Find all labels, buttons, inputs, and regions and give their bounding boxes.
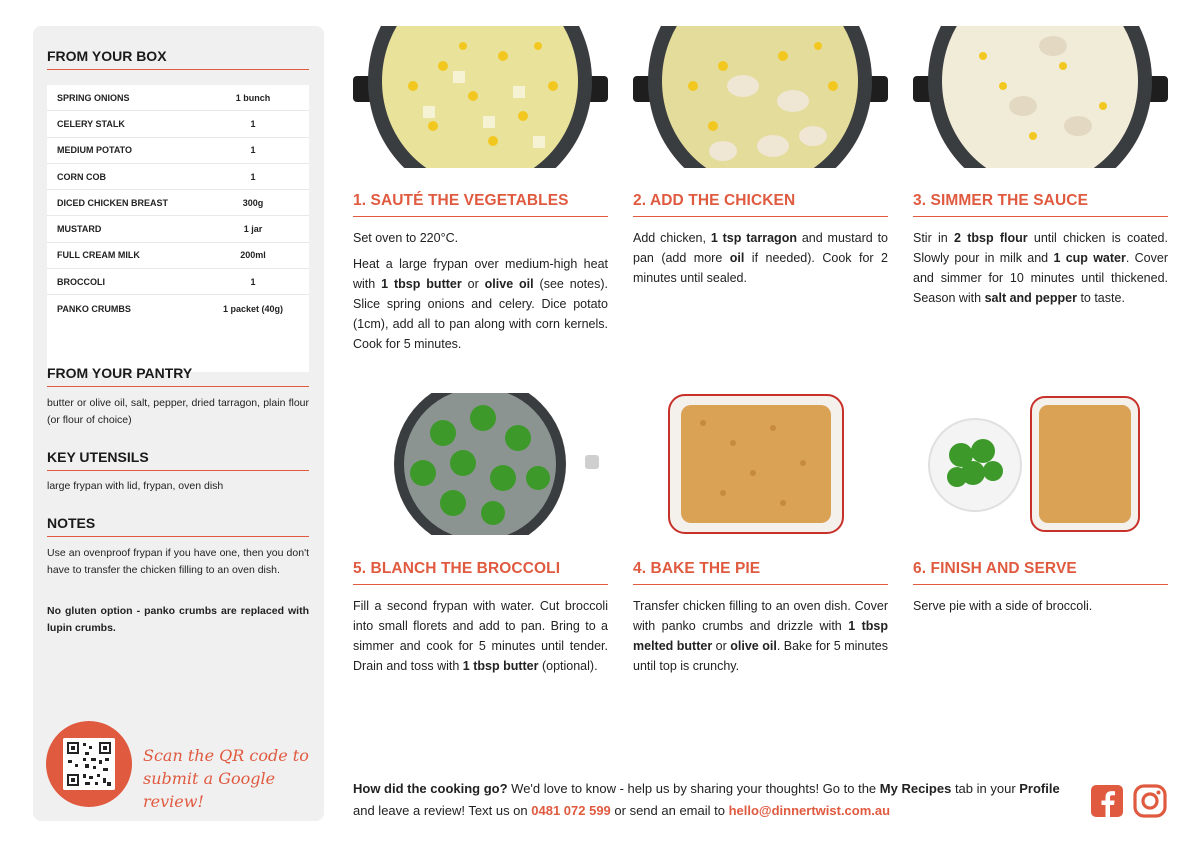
- qr-code-badge[interactable]: [46, 721, 132, 807]
- step-paragraph: Transfer chicken filling to an oven dish. Cover with panko crumbs and drizzle with 1 tbsp melted butter or olive oil. Bake for 5 minutes until top is crunchy.: [633, 599, 888, 673]
- ingredient-name: DICED CHICKEN BREAST: [57, 197, 169, 208]
- ingredient-name: BROCCOLI: [57, 276, 105, 287]
- ingredient-row: [47, 295, 309, 321]
- step-5-body: [353, 596, 608, 682]
- ingredient-qty: 1: [250, 171, 256, 182]
- step-5-title: 5. BLANCH THE BROCCOLI: [353, 560, 608, 585]
- ingredient-qty: 1 bunch: [235, 92, 271, 103]
- step-6-body: [913, 596, 1168, 622]
- ingredient-name: FULL CREAM MILK: [57, 250, 140, 261]
- qr-code-icon[interactable]: [63, 738, 115, 790]
- facebook-icon[interactable]: [1090, 784, 1124, 818]
- step-paragraph: Serve pie with a side of broccoli.: [913, 599, 1093, 613]
- utensils-text: large frypan with lid, frypan, oven dish: [47, 480, 224, 492]
- ingredient-name: MEDIUM POTATO: [57, 145, 132, 156]
- step-6-title: 6. FINISH AND SERVE: [913, 560, 1168, 585]
- step-paragraph: Add chicken, 1 tsp tarragon and mustard to pan (add more oil if needed). Cook for 2 minutes until sealed.: [633, 231, 888, 285]
- ingredient-qty: 300g: [242, 197, 264, 208]
- step-paragraph: Set oven to 220°C.: [353, 231, 459, 245]
- step-1-title: 1. SAUTÉ THE VEGETABLES: [353, 192, 608, 217]
- step-1-body: [353, 228, 608, 360]
- step-paragraph: Stir in 2 tbsp flour until chicken is coated. Slowly pour in milk and 1 cup water. Cover and simmer for 10 minutes until thickened. Season with salt and pepper to taste.: [913, 231, 1168, 305]
- ingredient-qty: 1: [250, 276, 256, 287]
- ingredient-name: CORN COB: [57, 171, 106, 182]
- pantry-text: butter or olive oil, salt, pepper, dried tarragon, plain flour (or flour of choice): [47, 397, 309, 426]
- qr-review-prompt: Scan the QR code to submit a Google review!: [143, 746, 309, 811]
- step-4-body: [633, 596, 888, 682]
- step-3-photo: [913, 26, 1168, 168]
- step-paragraph: Fill a second frypan with water. Cut broccoli into small florets and add to pan. Bring to a simmer and cook for 5 minutes until tender. Drain and toss with 1 tbsp butter (optional).: [353, 599, 608, 673]
- box-heading: FROM YOUR BOX: [47, 48, 309, 70]
- sidebar: [33, 26, 324, 821]
- ingredient-row: [47, 111, 309, 137]
- step-1-photo: [353, 26, 608, 168]
- step-2-body: [633, 228, 888, 294]
- step-5-photo: [353, 393, 608, 535]
- ingredient-row: [47, 190, 309, 216]
- step-2-photo: [633, 26, 888, 168]
- ingredient-name: SPRING ONIONS: [57, 92, 130, 103]
- ingredient-qty: 1: [250, 145, 256, 156]
- step-3-body: [913, 228, 1168, 314]
- ingredient-name: MUSTARD: [57, 224, 102, 235]
- step-4-title: 4. BAKE THE PIE: [633, 560, 888, 585]
- step-4-photo: [633, 393, 888, 535]
- ingredient-row: [47, 85, 309, 111]
- email-link[interactable]: hello@dinnertwist.com.au: [728, 803, 891, 818]
- ingredient-row: [47, 164, 309, 190]
- ingredient-row: [47, 269, 309, 295]
- notes-gluten-option: No gluten option - panko crumbs are replaced with lupin crumbs.: [47, 605, 309, 634]
- notes-heading: NOTES: [47, 515, 309, 537]
- ingredient-row: [47, 243, 309, 269]
- ingredient-qty: 200ml: [240, 250, 266, 261]
- ingredient-qty: 1: [250, 118, 256, 129]
- ingredient-qty: 1 packet (40g): [222, 303, 284, 314]
- ingredient-row: [47, 216, 309, 242]
- step-3-title: 3. SIMMER THE SAUCE: [913, 192, 1168, 217]
- notes-text: Use an ovenproof frypan if you have one, then you don't have to transfer the chicken filling to an oven dish.: [47, 547, 309, 576]
- ingredient-row: [47, 138, 309, 164]
- phone-link[interactable]: 0481 072 599: [531, 803, 611, 818]
- instagram-icon[interactable]: [1133, 784, 1167, 818]
- ingredient-name: CELERY STALK: [57, 118, 125, 129]
- footer-review-message: How did the cooking go? We'd love to know - help us by sharing your thoughts! Go to the My Recipes tab in your Profile and leave a review! Text us on 0481 072 599 or send an email to hello@dinnertwist.com.au: [353, 781, 1060, 818]
- ingredient-name: PANKO CRUMBS: [57, 303, 131, 314]
- utensils-heading: KEY UTENSILS: [47, 449, 309, 471]
- ingredient-qty: 1 jar: [243, 224, 263, 235]
- box-ingredients-table: [47, 85, 309, 372]
- step-2-title: 2. ADD THE CHICKEN: [633, 192, 888, 217]
- step-6-photo: [913, 393, 1168, 535]
- pantry-heading: FROM YOUR PANTRY: [47, 365, 309, 387]
- step-paragraph: Heat a large frypan over medium-high heat with 1 tbsp butter or olive oil (see notes). Slice spring onions and celery. Dice potato (1cm), add all to pan along with corn kernels. Cook for 5 minutes.: [353, 257, 608, 351]
